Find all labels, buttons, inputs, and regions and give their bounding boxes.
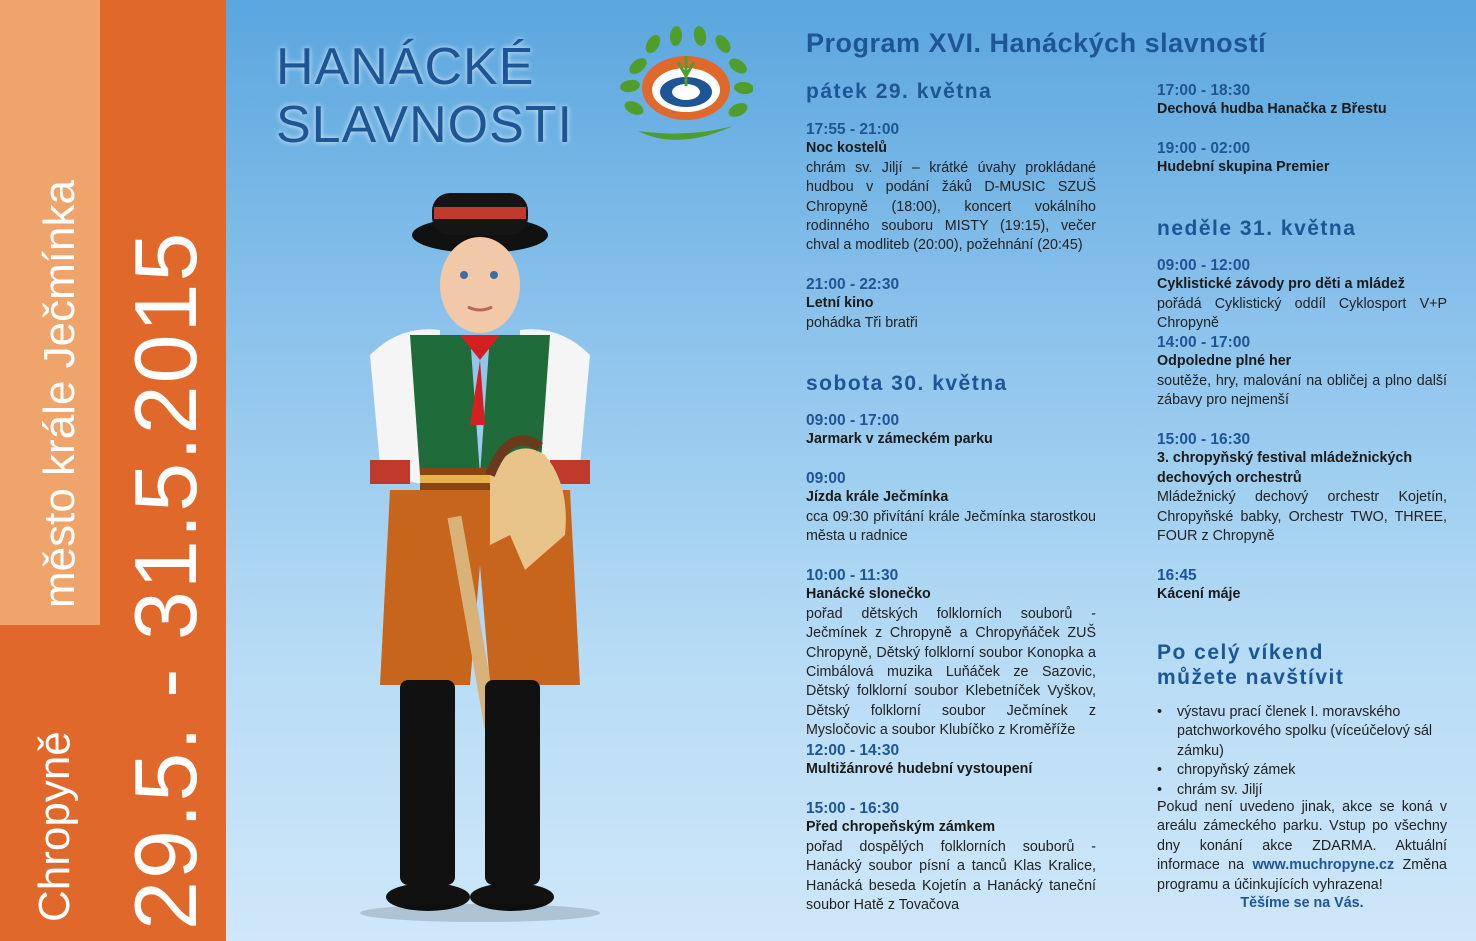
event-name: Multižánrové hudební vystoupení [806,761,1033,778]
event-item [1157,256,1447,334]
event-description: pořad dětských folklorních souborů - Ječmínek z Chropyně a Chropyňáček ZUŠ Chropyně, Dětský folklorní soubor Konopka a Cimbálová muzika Luňáček ze Sazovic, Dětský folklorní soubor Klebetníček Vyškov, Dětský folklorní soubor Ječmínek z Mysločovic a soubor Klubíčko z Kroměříže [806,605,1096,739]
event-item [806,566,1096,741]
event-name: Hanácké slonečko [806,586,931,603]
event-time: 12:00 - 14:30 [806,742,900,759]
event-item [806,741,1096,780]
event-time: 21:00 - 22:30 [806,276,900,293]
event-time: 09:00 - 12:00 [1157,257,1251,274]
event-name: Noc kostelů [806,140,888,157]
info-note [1157,798,1447,895]
event-name: Odpoledne plné her [1157,353,1292,370]
event-time: 16:45 [1157,567,1197,584]
event-time: 15:00 - 16:30 [806,800,900,817]
event-name: 3. chropyňský festival mládežnických dechových orchestrů [1157,450,1413,486]
festival-logo-title [276,38,573,154]
event-name: Dechová hudba Hanačka z Břestu [1157,101,1387,118]
info-note-text: Pokud není uvedeno jinak, akce se koná v areálu zámeckého parku. Vstup po všechny dny konání akce ZDARMA. Aktuální informace na [1157,799,1447,874]
floral-emblem-icon [618,26,753,156]
list-item: • chrám sv. Jiljí [1157,781,1447,800]
event-name: Před chropeňským zámkem [806,819,996,836]
banner-town: Chropyně [30,731,79,922]
weekend-heading-line-2: můžete navštívit [1157,666,1345,689]
boy-in-folk-costume-illustration [340,185,620,925]
weekend-heading-line-1: Po celý víkend [1157,641,1324,664]
event-item [806,411,1096,450]
event-time: 17:55 - 21:00 [806,121,900,138]
logo-line-1: HANÁCKÉ [276,38,535,96]
event-time: 09:00 [806,470,846,487]
event-name: Kácení máje [1157,586,1241,603]
event-time: 19:00 - 02:00 [1157,140,1251,157]
event-time: 15:00 - 16:30 [1157,431,1251,448]
event-name: Hudební skupina Premier [1157,159,1330,176]
event-item [1157,566,1447,605]
event-item [806,275,1096,333]
logo-line-2: SLAVNOSTI [276,96,574,154]
list-item: • chropyňský zámek [1157,761,1447,780]
event-item [1157,139,1447,178]
event-time: 17:00 - 18:30 [1157,82,1251,99]
event-name: Jarmark v zámeckém parku [806,431,993,448]
event-time: 14:00 - 17:00 [1157,334,1251,351]
event-name: Letní kino [806,295,874,312]
event-description: chrám sv. Jiljí – krátké úvahy prokládané hudbou v podání žáků D-MUSIC SZUŠ Chropyně (18:00), koncert vokálního rodinného souboru MISTY (19:15), večer chval a modliteb (20:00), požehnání (20:45) [806,159,1096,254]
banner-dates: 29.5. - 31.5.2015 [116,230,215,930]
event-description: Mládežnický dechový orchestr Kojetín, Chropyňské babky, Orchestr TWO, THREE, FOUR z Chropyně [1157,489,1447,545]
event-time: 09:00 - 17:00 [806,412,900,429]
list-item: • výstavu prací členek I. moravského patchworkového spolku (víceúčelový sál zámku) [1157,703,1447,761]
event-item [806,799,1096,915]
event-item [1157,81,1447,120]
event-description: pořádá Cyklistický oddíl Cyklosport V+P Chropyně [1157,295,1447,332]
day-heading-friday: pátek 29. května [806,80,993,103]
day-heading-saturday: sobota 30. května [806,372,1008,395]
event-name: Cyklistické závody pro děti a mládež [1157,276,1405,293]
weekend-attractions-list [1157,703,1447,800]
closing-greeting: Těšíme se na Vás. [1240,895,1364,911]
event-item [1157,333,1447,411]
event-item [806,469,1096,547]
event-name: Jízda krále Ječmínka [806,489,949,506]
banner-subtitle: město krále Ječmínka [35,180,84,608]
day-heading-sunday: neděle 31. května [1157,217,1357,240]
website-link[interactable]: www.muchropyne.cz [1252,857,1395,874]
event-time: 10:00 - 11:30 [806,567,899,584]
event-description: pohádka Tři bratři [806,314,918,331]
program-title: Program XVI. Hanáckých slavností [806,28,1267,58]
event-item [806,120,1096,256]
event-item [1157,430,1447,546]
event-description: pořad dospělých folklorních souborů - Hanácký soubor písní a tanců Klas Kralice, Hanácká beseda Kojetín a Hanácký taneční soubor Hatě z Tovačova [806,838,1096,914]
event-description: soutěže, hry, malování na obličej a plno další zábavy pro nejmenší [1157,372,1447,409]
info-note-disclaimer: Změna programu a účinkujících vyhrazena! [1157,857,1447,893]
event-description: cca 09:30 přivítání krále Ječmínka starostkou města u radnice [806,508,1096,545]
